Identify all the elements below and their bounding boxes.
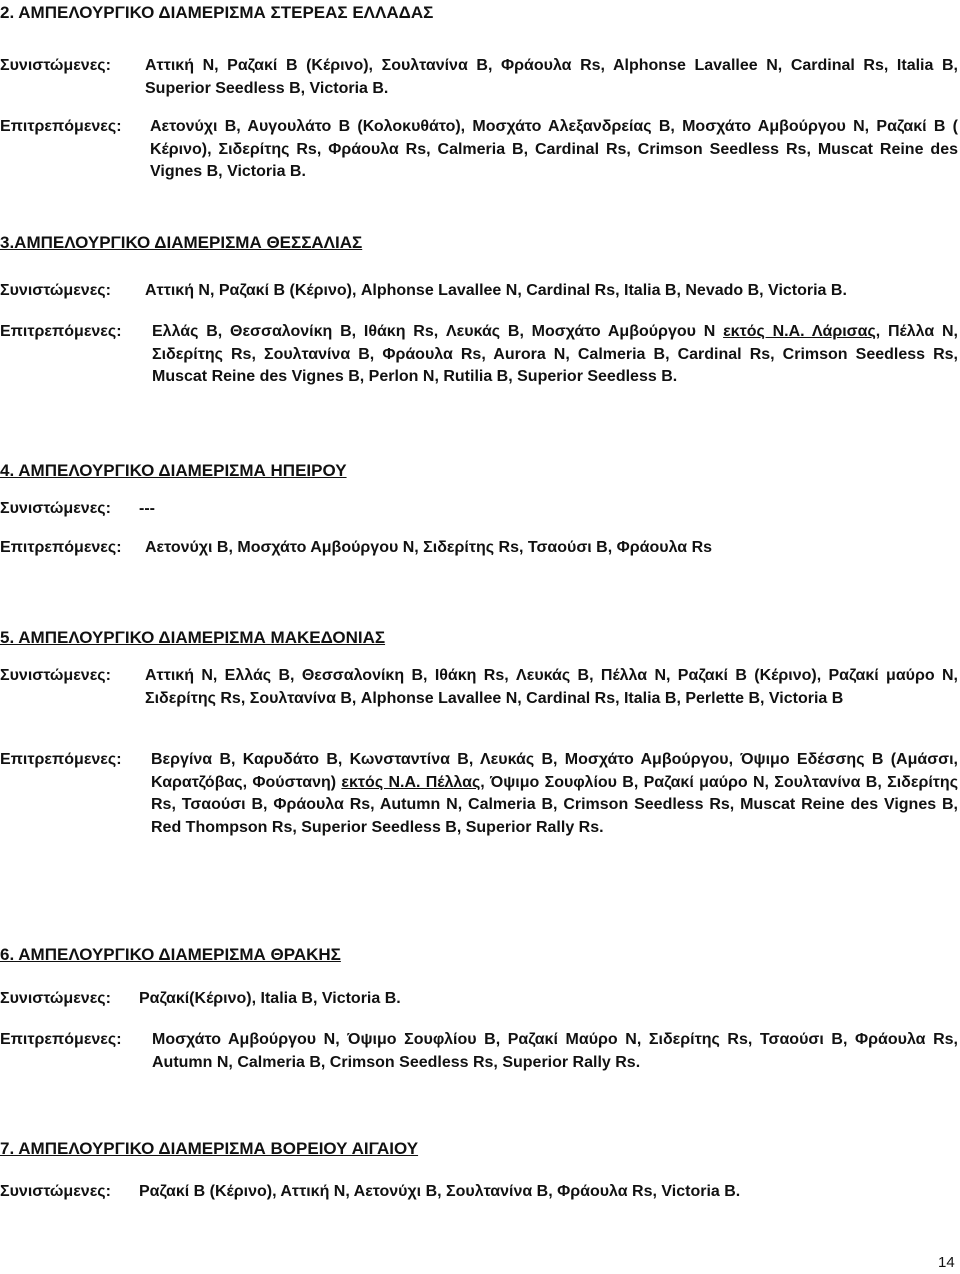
recommended-label: Συνιστώμενες: bbox=[0, 667, 111, 684]
permitted-text: Βεργίνα Β, Καρυδάτο Β, Κωνσταντίνα Β, Λευκάς Β, Μοσχάτο Αμβούργου, Όψιμο Εδέσσης Β (Αμάσσι, Καρατζόβας, Φούστανη) εκτός Ν.Α. Πέλλας, Όψιμο Σουφλίου Β, Ραζακί μαύρο Ν, Σουλτανίνα Β, Σιδερίτης Rs, Τσαούσι Β, Φράουλα Rs, Autumn N, Calmeria B, Crimson Seedless Rs, Muscat Reine des Vignes B, Red Thompson Rs, Superior Seedless B, Superior Rally Rs. bbox=[151, 751, 959, 836]
permitted-label: Επιτρεπόμενες: bbox=[0, 751, 122, 768]
section-title: 5. ΑΜΠΕΛΟΥΡΓΙΚΟ ΔΙΑΜΕΡΙΣΜΑ ΜΑΚΕΔΟΝΙΑΣ bbox=[0, 628, 386, 647]
recommended-row bbox=[0, 55, 958, 100]
recommended-label: Συνιστώμενες: bbox=[0, 500, 111, 517]
recommended-row bbox=[0, 988, 958, 1011]
recommended-text: Αττική Ν, Ραζακί Β (Κέρινο), Alphonse Lavallee N, Cardinal Rs, Italia B, Nevado B, Victoria B. bbox=[145, 282, 847, 299]
section-title: 4. ΑΜΠΕΛΟΥΡΓΙΚΟ ΔΙΑΜΕΡΙΣΜΑ ΗΠΕΙΡΟΥ bbox=[0, 461, 347, 480]
recommended-text: Αττική Ν, Ελλάς Β, Θεσσαλονίκη Β, Ιθάκη Rs, Λευκάς Β, Πέλλα Ν, Ραζακί Β (Κέρινο), Ραζακί μαύρο Ν, Σιδερίτης Rs, Σουλτανίνα Β, Alphonse Lavallee N, Cardinal Rs, Italia B, Perlette B, Victoria B bbox=[145, 667, 958, 707]
exception-note: εκτός Ν.Α. Πέλλας bbox=[341, 773, 481, 791]
section-title: 7. ΑΜΠΕΛΟΥΡΓΙΚΟ ΔΙΑΜΕΡΙΣΜΑ ΒΟΡΕΙΟΥ ΑΙΓΑΙΟΥ bbox=[0, 1139, 419, 1158]
permitted-label: Επιτρεπόμενες: bbox=[0, 539, 122, 556]
recommended-label: Συνιστώμενες: bbox=[0, 282, 111, 299]
permitted-row bbox=[0, 116, 958, 184]
permitted-label: Επιτρεπόμενες: bbox=[0, 323, 122, 340]
recommended-text: Ραζακί(Κέρινο), Italia B, Victoria B. bbox=[139, 990, 401, 1007]
recommended-label: Συνιστώμενες: bbox=[0, 990, 111, 1007]
permitted-row bbox=[0, 1029, 958, 1074]
section-title: 3.ΑΜΠΕΛΟΥΡΓΙΚΟ ΔΙΑΜΕΡΙΣΜΑ ΘΕΣΣΑΛΙΑΣ bbox=[0, 233, 363, 252]
recommended-row bbox=[0, 1181, 958, 1204]
recommended-text: Αττική Ν, Ραζακί Β (Κέρινο), Σουλτανίνα Β, Φράουλα Rs, Alphonse Lavallee N, Cardinal Rs, Italia B, Superior Seedless B, Victoria B. bbox=[145, 57, 958, 97]
permitted-row bbox=[0, 749, 958, 839]
recommended-text: --- bbox=[139, 500, 155, 517]
exception-note: εκτός Ν.Α. Λάρισας bbox=[723, 323, 876, 340]
permitted-text: Ελλάς Β, Θεσσαλονίκη Β, Ιθάκη Rs, Λευκάς Β, Μοσχάτο Αμβούργου Ν εκτός Ν.Α. Λάρισας, Πέλλα Ν, Σιδερίτης Rs, Σουλτανίνα Β, Φράουλα Rs, Aurora N, Calmeria B, Cardinal Rs, Crimson Seedless Rs, Muscat Reine des Vignes B, Perlon N, Rutilia B, Superior Seedless B. bbox=[152, 323, 958, 385]
permitted-text: Μοσχάτο Αμβούργου Ν, Όψιμο Σουφλίου Β, Ραζακί Μαύρο Ν, Σιδερίτης Rs, Τσαούσι Β, Φράουλα Rs, Autumn N, Calmeria B, Crimson Seedless Rs, Superior Rally Rs. bbox=[152, 1031, 958, 1071]
permitted-row bbox=[0, 537, 958, 560]
permitted-text: Αετονύχι Β, Μοσχάτο Αμβούργου Ν, Σιδερίτης Rs, Τσαούσι Β, Φράουλα Rs bbox=[145, 539, 713, 556]
page-number: 14 bbox=[938, 1254, 955, 1271]
permitted-text: Αετονύχι Β, Αυγουλάτο Β (Κολοκυθάτο), Μοσχάτο Αλεξανδρείας Β, Μοσχάτο Αμβούργου Ν, Ραζακί Β ( Κέρινο), Σιδερίτης Rs, Φράουλα Rs, Calmeria B, Cardinal Rs, Crimson Seedless Rs, Muscat Reine des Vignes B, Victoria B. bbox=[150, 118, 958, 180]
permitted-row bbox=[0, 321, 958, 389]
permitted-label: Επιτρεπόμενες: bbox=[0, 118, 122, 135]
recommended-row bbox=[0, 498, 958, 521]
recommended-row bbox=[0, 665, 958, 710]
recommended-label: Συνιστώμενες: bbox=[0, 1183, 111, 1200]
permitted-label: Επιτρεπόμενες: bbox=[0, 1031, 122, 1048]
recommended-row bbox=[0, 280, 958, 303]
section-title: 2. ΑΜΠΕΛΟΥΡΓΙΚΟ ΔΙΑΜΕΡΙΣΜΑ ΣΤΕΡΕΑΣ ΕΛΛΑΔΑΣ bbox=[0, 3, 434, 22]
section-title: 6. ΑΜΠΕΛΟΥΡΓΙΚΟ ΔΙΑΜΕΡΙΣΜΑ ΘΡΑΚΗΣ bbox=[0, 945, 341, 964]
recommended-label: Συνιστώμενες: bbox=[0, 57, 111, 74]
recommended-text: Ραζακί Β (Κέρινο), Αττική Ν, Αετονύχι Β, Σουλτανίνα Β, Φράουλα Rs, Victoria B. bbox=[139, 1183, 741, 1200]
